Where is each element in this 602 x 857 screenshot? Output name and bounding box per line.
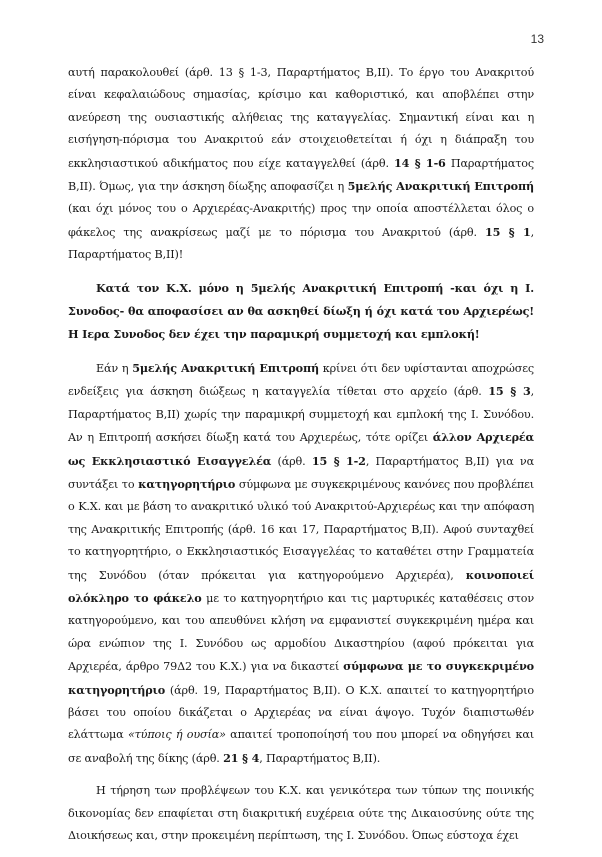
text-run: Η τήρηση των προβλέψεων του Κ.Χ. και γενικότερα των τύπων της ποινικής δικονομίας δεν επαφίεται στη διακριτική ευχέρεια ούτε της Δικαιοσύνης ούτε της Διοικήσεως και, στην προκειμένη περίπτωση, της Ι. Συνόδου. Όπως εύστοχα έχει: [68, 784, 534, 842]
text-run: σύμφωνα με συγκεκριμένους κανόνες που προβλέπει ο Κ.Χ. και με βάση το ανακριτικό υλικό τού Ανακριτού-Αρχιερέως και την απόφαση της Ανακριτικής Επιτροπής (άρθ. 16 και 17, Παραρτήματος Β,ΙΙ). Αφού συνταχθεί το κατηγορητήριο, ο Εκκλησιαστικός Εισαγγελέας το καταθέτει στην Γραμματεία της Συνόδου (όταν πρόκειται για κατηγορούμενο Αρχιερέα),: [68, 477, 534, 582]
text-run: (άρθ. 19, Παραρτήματος Β,ΙΙ). Ο Κ.Χ. απαιτεί το κατηγορητήριο βάσει του οποίου δικάζεται ο Αρχιερέας να είναι άψογο. Τυχόν διαπιστωθέν ελάττωμα: [68, 683, 534, 742]
paragraph: [68, 277, 534, 347]
text-run: με το κατηγορητήριο και τις μαρτυρικές καταθέσεις στον κατηγορούμενο, και του απευθύνει κλήση να εμφανιστεί συγκεκριμένη ημέρα και ώρα ενώπιον της Ι. Συνόδου ως αρμοδίου Δικαστηρίου (αφού πρόκειται για Αρχιερέα, άρθρο 79Δ2 του Κ.Χ.) για να δικαστεί: [68, 591, 534, 674]
document-body: [68, 62, 534, 857]
paragraph: [68, 780, 534, 847]
page-number: 13: [530, 32, 544, 46]
text-run: κρίνει ότι δεν υφίστανται αποχρώσες ενδείξεις για άσκηση διώξεως η καταγγελία τίθεται στο αρχείο (άρθ.: [68, 361, 534, 399]
text-run: Παραρτήματος Β,ΙΙ). Όμως, για την άσκηση δίωξης αποφασίζει η: [68, 156, 534, 194]
bold-text: 5μελής Ανακριτική Επιτροπή: [347, 179, 534, 194]
text-run: , Παραρτήματος Β,ΙΙ).: [259, 751, 381, 765]
bold-text: 15 § 1-2: [311, 453, 366, 468]
bold-text: 21 § 4: [223, 750, 260, 765]
text-run: , Παραρτήματος Β,ΙΙ)!: [68, 225, 534, 262]
bold-text: 15 § 1: [485, 224, 531, 239]
italic-text: «τύποις ή ουσία»: [127, 728, 226, 742]
text-run: (και όχι μόνος του ο Αρχιερέας-Ανακριτής) προς την οποία αποστέλλεται όλος ο φάκελος της ανακρίσεως μαζί με το πόρισμα του Ανακριτού (άρθ.: [68, 202, 534, 239]
bold-text: κατηγορητήριο: [138, 476, 236, 491]
bold-text: σύμφωνα με το συγκεκριμένο κατηγορητήριο: [68, 659, 534, 697]
bold-text: άλλον Αρχιερέα ως Εκκλησιαστικό Εισαγγελέα: [68, 430, 534, 468]
text-run: αυτή παρακολουθεί (άρθ. 13 § 1-3, Παραρτήματος Β,ΙΙ). Το έργο του Ανακριτού είναι κεφαλαιώδους σημασίας, κρίσιμο και καθοριστικό, και αποβλέπει στην ανεύρεση της ουσιαστικής αλήθειας της καταγγελίας. Σημαντική είναι και η εισήγηση-πόρισμα του Ανακριτού εάν στοιχειοθετείται ή όχι η διάπραξη του εκκλησιαστικού αδικήματος που είχε καταγγελθεί (άρθ.: [68, 66, 534, 170]
bold-text: κοινοποιεί ολόκληρο το φάκελο: [68, 567, 534, 605]
text-run: Εάν η: [96, 361, 133, 375]
bold-text: Κατά τον Κ.Χ. μόνο η 5μελής Ανακριτική Επιτροπή -και όχι η Ι. Συνοδος- θα αποφασίσει αν θα ασκηθεί δίωξη ή όχι κατά του Αρχιερέως! Η Ιερα Συνοδος δεν έχει την παραμικρή συμμετοχή και εμπλοκή!: [68, 280, 534, 342]
text-run: απαιτεί τροποποίησή του που μπορεί να οδηγήσει και σε αναβολή της δίκης (άρθ.: [68, 728, 535, 765]
paragraph: [68, 62, 534, 267]
bold-text: 15 § 3: [488, 384, 531, 399]
paragraph: [68, 357, 534, 770]
bold-text: 14 § 1-6: [394, 155, 446, 170]
text-run: , Παραρτήματος Β,ΙΙ) χωρίς την παραμικρή συμμετοχή και εμπλοκή της Ι. Συνόδου. Αν η Επιτροπή ασκήσει δίωξη κατά του Αρχιερέως, τότε ορίζει: [68, 385, 535, 445]
text-run: (άρθ.: [271, 454, 312, 468]
bold-text: 5μελής Ανακριτική Επιτροπή: [132, 360, 320, 375]
text-run: , Παραρτήματος Β,ΙΙ) για να συντάξει το: [68, 454, 534, 491]
